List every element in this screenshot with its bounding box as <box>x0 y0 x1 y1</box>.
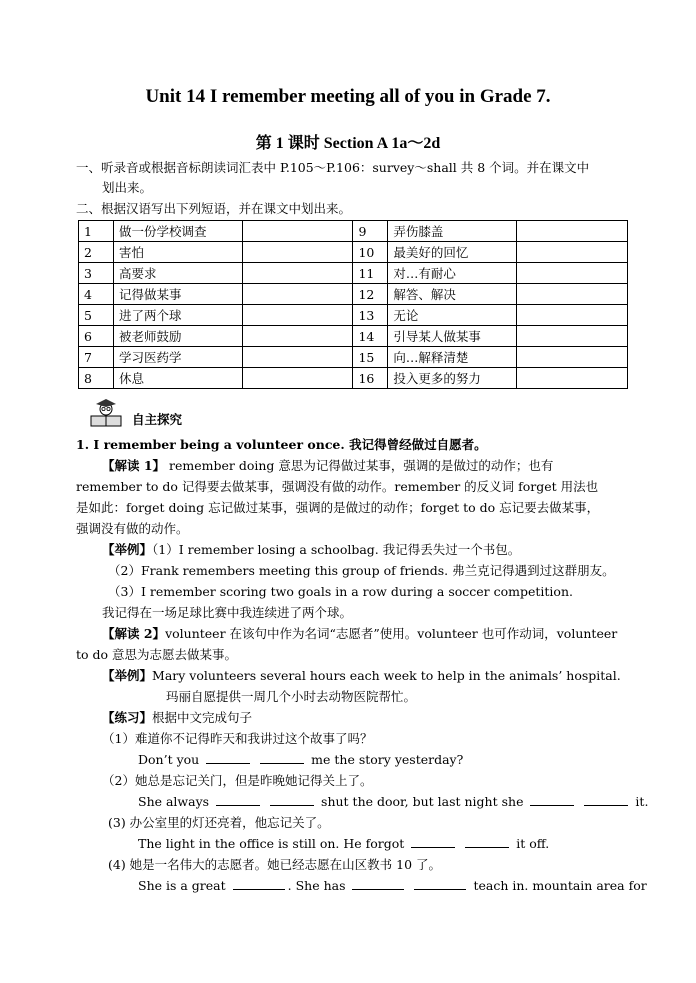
vocab-chinese: 学习医药学 <box>113 347 242 368</box>
question4-chinese: (4) 她是一名伟大的志愿者。她已经志愿在山区教书 10 了。 <box>108 857 442 872</box>
example3: （3）I remember scoring two goals in a row during a soccer competition. <box>108 584 573 599</box>
vocab-number: 13 <box>353 305 388 326</box>
vocab-chinese: 记得做某事 <box>113 284 242 305</box>
question1-chinese: （1）难道你不记得昨天和我讲过这个故事了吗？ <box>102 731 373 746</box>
vocab-chinese: 最美好的回忆 <box>388 242 517 263</box>
question2-english: She always shut the door, but last night she it. <box>138 794 649 809</box>
instruction-two: 二、根据汉语写出下列短语，并在课文中划出来。 <box>76 201 352 216</box>
vocab-number: 9 <box>353 221 388 242</box>
vocab-number: 5 <box>79 305 114 326</box>
answer-blank[interactable] <box>216 793 260 806</box>
vocab-number: 14 <box>353 326 388 347</box>
vocab-chinese: 进了两个球 <box>113 305 242 326</box>
question3-chinese: (3) 办公室里的灯还亮着，他忘记关了。 <box>108 815 330 830</box>
vocab-chinese: 做一份学校调查 <box>113 221 242 242</box>
vocab-chinese: 向…解释清楚 <box>388 347 517 368</box>
answer-blank[interactable] <box>584 793 628 806</box>
section-label: 自主探究 <box>132 412 183 427</box>
vocab-answer-cell[interactable] <box>517 284 628 305</box>
vocab-row <box>79 284 628 305</box>
vocab-chinese: 高要求 <box>113 263 242 284</box>
example2: （2）Frank remembers meeting this group of friends. 弗兰克记得遇到过这群朋友。 <box>108 563 615 578</box>
example4: 【举例】Mary volunteers several hours each week to help in the animals’ hospital. <box>102 668 621 683</box>
answer-blank[interactable] <box>411 835 455 848</box>
vocab-number: 8 <box>79 368 114 389</box>
example3-translation: 我记得在一场足球比赛中我连续进了两个球。 <box>102 605 353 620</box>
instruction-one-line1: 一、听录音或根据音标朗读词汇表中 P.105～P.106：survey～shall 共 8 个词。并在课文中 <box>76 160 590 175</box>
vocab-chinese: 害怕 <box>113 242 242 263</box>
vocab-number: 3 <box>79 263 114 284</box>
instruction-one-line2: 划出来。 <box>102 180 153 195</box>
vocab-answer-cell[interactable] <box>517 221 628 242</box>
question3-english: The light in the office is still on. He forgot it off. <box>138 836 550 851</box>
vocab-chinese: 引导某人做某事 <box>388 326 517 347</box>
answer-blank[interactable] <box>530 793 574 806</box>
vocab-chinese: 投入更多的努力 <box>388 368 517 389</box>
vocab-answer-cell[interactable] <box>242 368 353 389</box>
vocab-answer-cell[interactable] <box>517 242 628 263</box>
vocab-row <box>79 347 628 368</box>
answer-blank[interactable] <box>465 835 509 848</box>
vocab-answer-cell[interactable] <box>242 284 353 305</box>
jiedu2-line1: 【解读 2】volunteer 在该句中作为名词“志愿者”使用。volunteer 也可作动词，volunteer <box>102 626 618 641</box>
vocab-chinese: 休息 <box>113 368 242 389</box>
vocab-answer-cell[interactable] <box>242 326 353 347</box>
vocab-chinese: 被老师鼓励 <box>113 326 242 347</box>
vocab-answer-cell[interactable] <box>242 221 353 242</box>
page-subtitle: 第 1 课时 Section A 1a～2d <box>255 135 441 152</box>
vocab-number: 1 <box>79 221 114 242</box>
jiedu1-line1: 【解读 1】 remember doing 意思为记得做过某事，强调的是做过的动作；也有 <box>102 458 554 473</box>
vocab-row <box>79 242 628 263</box>
vocab-answer-cell[interactable] <box>517 347 628 368</box>
vocab-chinese: 解答、解决 <box>388 284 517 305</box>
vocab-number: 11 <box>353 263 388 284</box>
page-title: Unit 14 I remember meeting all of you in Grade 7. <box>145 86 551 107</box>
vocab-answer-cell[interactable] <box>517 263 628 284</box>
answer-blank[interactable] <box>233 877 285 890</box>
vocab-answer-cell[interactable] <box>242 242 353 263</box>
jiedu1-line4: 强调没有做的动作。 <box>76 521 189 536</box>
vocab-number: 16 <box>353 368 388 389</box>
vocab-number: 7 <box>79 347 114 368</box>
vocab-number: 6 <box>79 326 114 347</box>
vocab-number: 4 <box>79 284 114 305</box>
vocab-chinese: 无论 <box>388 305 517 326</box>
vocab-answer-cell[interactable] <box>517 368 628 389</box>
question2-chinese: （2）她总是忘记关门，但是昨晚她记得关上了。 <box>102 773 373 788</box>
question4-english: She is a great . She has teach in. mountain area for <box>138 878 647 893</box>
vocab-number: 10 <box>353 242 388 263</box>
answer-blank[interactable] <box>352 877 404 890</box>
vocab-number: 2 <box>79 242 114 263</box>
vocab-answer-cell[interactable] <box>242 347 353 368</box>
answer-blank[interactable] <box>260 751 304 764</box>
example1: 【举例】（1）I remember losing a schoolbag. 我记得丢失过一个书包。 <box>102 542 521 557</box>
vocab-answer-cell[interactable] <box>242 305 353 326</box>
vocab-chinese: 对…有耐心 <box>388 263 517 284</box>
vocab-chinese: 弄伤膝盖 <box>388 221 517 242</box>
vocab-answer-cell[interactable] <box>517 326 628 347</box>
jiedu2-line2: to do 意思为志愿去做某事。 <box>76 647 238 662</box>
vocab-answer-cell[interactable] <box>517 305 628 326</box>
point1-heading: 1. I remember being a volunteer once. 我记得曾经做过自愿者。 <box>76 437 487 452</box>
answer-blank[interactable] <box>414 877 466 890</box>
vocab-row <box>79 305 628 326</box>
vocab-answer-cell[interactable] <box>242 263 353 284</box>
vocab-row <box>79 263 628 284</box>
vocab-row <box>79 221 628 242</box>
answer-blank[interactable] <box>270 793 314 806</box>
vocab-table <box>78 220 628 389</box>
vocab-number: 12 <box>353 284 388 305</box>
vocab-row <box>79 326 628 347</box>
jiedu1-line2: remember to do 记得要去做某事，强调没有做的动作。remember 的反义词 forget 用法也 <box>76 479 599 494</box>
vocab-row <box>79 368 628 389</box>
answer-blank[interactable] <box>206 751 250 764</box>
point1-block <box>76 434 649 896</box>
example4-translation: 玛丽自愿提供一周几个小时去动物医院帮忙。 <box>166 689 417 704</box>
question1-english: Don’t you me the story yesterday? <box>138 752 464 767</box>
jiedu1-line3: 是如此：forget doing 忘记做过某事，强调的是做过的动作；forget to do 忘记要去做某事， <box>76 500 600 515</box>
instruction-one <box>76 158 589 198</box>
practice-heading: 【练习】根据中文完成句子 <box>102 710 253 725</box>
vocab-number: 15 <box>353 347 388 368</box>
